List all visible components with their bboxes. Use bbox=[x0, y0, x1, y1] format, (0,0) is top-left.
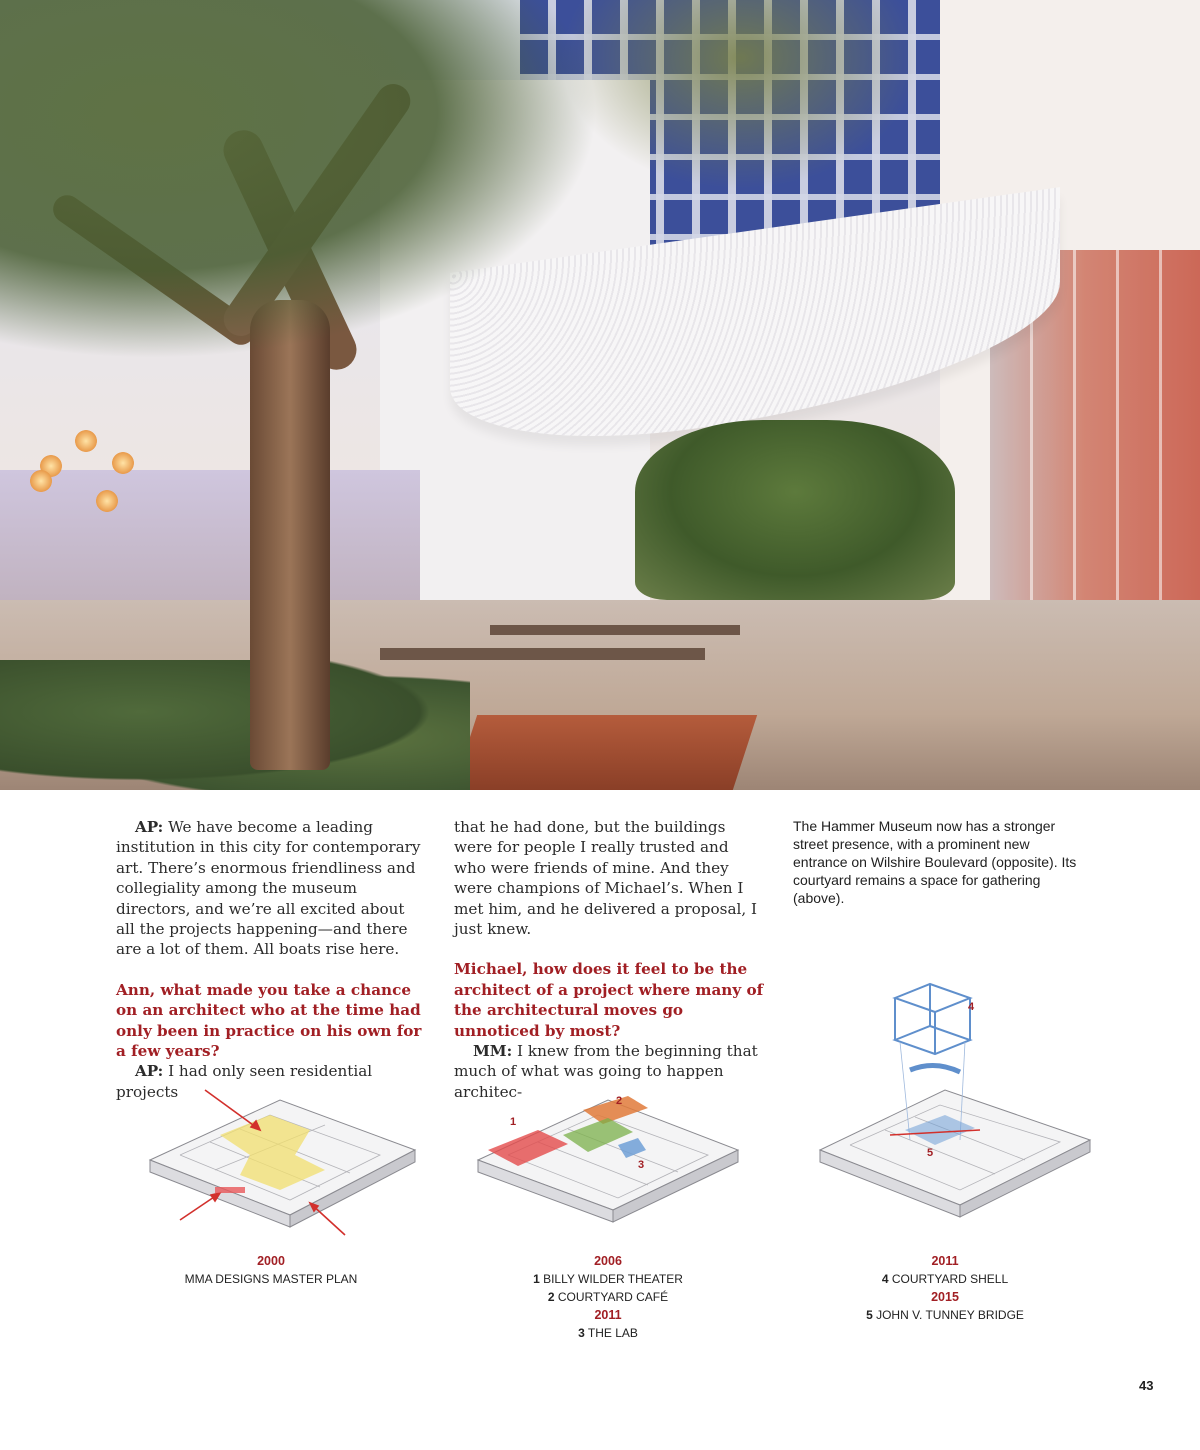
speaker-label: AP: bbox=[135, 1062, 164, 1081]
timeline-item: 2 COURTYARD CAFÉ bbox=[547, 1290, 669, 1304]
text-column-2 bbox=[454, 817, 764, 1102]
page-number: 43 bbox=[1139, 1378, 1154, 1393]
pendant-lamp bbox=[30, 470, 52, 492]
timeline-item: MMA DESIGNS MASTER PLAN bbox=[184, 1272, 358, 1286]
bamboo-grove bbox=[635, 420, 955, 600]
pendant-lamp bbox=[96, 490, 118, 512]
paragraph-text: I knew from the beginning that much of what was going to happen architec- bbox=[454, 1042, 758, 1101]
interview-question: Michael, how does it feel to be the architect of a project where many of the architectural moves go unnoticed by most? bbox=[454, 960, 764, 1040]
diagram-label-2 bbox=[478, 1252, 738, 1342]
timeline-year: 2015 bbox=[931, 1290, 959, 1304]
pendant-lamp bbox=[112, 452, 134, 474]
interview-question: Ann, what made you take a chance on an architect who at the time had only been in practice on his own for a few years? bbox=[116, 980, 422, 1061]
timeline-item: 5 JOHN V. TUNNEY BRIDGE bbox=[866, 1308, 1024, 1322]
paragraph: that he had done, but the buildings were for people I really trusted and who were friends of mine. And they were champions of Michael’s. When I met him, and he delivered a proposal, I just knew. bbox=[454, 818, 758, 939]
diagram-marker: 5 bbox=[927, 1147, 934, 1159]
timeline-item: 3 THE LAB bbox=[578, 1326, 638, 1340]
timeline-year: 2006 bbox=[594, 1254, 622, 1268]
planter-shrubs bbox=[0, 660, 470, 790]
speaker-label: AP: bbox=[135, 818, 164, 836]
paragraph bbox=[116, 817, 426, 960]
diagram-label-1 bbox=[141, 1252, 401, 1288]
diagram-marker: 3 bbox=[638, 1159, 645, 1171]
diagram-marker: 1 bbox=[510, 1116, 517, 1128]
text-column-1 bbox=[116, 817, 426, 1102]
wood-bench bbox=[453, 715, 757, 790]
axonometric-diagram-master-plan bbox=[120, 1075, 430, 1240]
timeline-item: 4 COURTYARD SHELL bbox=[881, 1272, 1009, 1286]
photo-caption: The Hammer Museum now has a stronger street presence, with a prominent new entrance on Wilshire Boulevard (opposite). Its courtyard remains a space for gathering (above). bbox=[793, 818, 1077, 906]
tree-canopy bbox=[0, 0, 600, 360]
timeline-year: 2011 bbox=[594, 1308, 622, 1322]
axonometric-diagram-shell-bridge bbox=[810, 980, 1100, 1230]
diagram-marker: 4 bbox=[968, 1001, 975, 1013]
speaker-label: MM: bbox=[473, 1042, 513, 1061]
diagram-label-3 bbox=[815, 1252, 1075, 1324]
tree-trunk bbox=[250, 300, 330, 770]
diagram-marker: 2 bbox=[616, 1095, 623, 1107]
timeline-year: 2011 bbox=[931, 1254, 959, 1268]
paragraph-text: We have become a leading institution in this city for contemporary art. There’s enormous friendliness and collegiality among the museum directors, and we’re all excited about all the projects happening—and there are a lot of them. All boats rise here. bbox=[116, 818, 421, 959]
tree-canopy bbox=[560, 0, 920, 190]
courtyard-table bbox=[380, 648, 705, 660]
courtyard-table bbox=[490, 625, 740, 635]
pendant-lamp bbox=[75, 430, 97, 452]
paragraph-text: I had only seen residential projects bbox=[116, 1062, 373, 1101]
timeline-year: 2000 bbox=[257, 1254, 285, 1268]
axonometric-diagram-theater-cafe-lab bbox=[468, 1080, 748, 1235]
timeline-item: 1 BILLY WILDER THEATER bbox=[533, 1272, 683, 1286]
